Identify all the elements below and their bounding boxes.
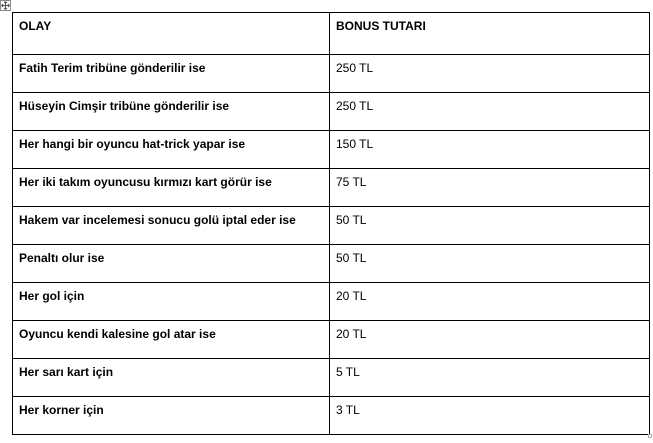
event-cell[interactable]: Her gol için xyxy=(13,283,330,321)
amount-cell[interactable]: 20 TL xyxy=(330,321,650,359)
amount-cell[interactable]: 5 TL xyxy=(330,359,650,397)
table-resize-icon[interactable] xyxy=(648,434,652,438)
table-row xyxy=(13,131,650,169)
amount-cell[interactable]: 50 TL xyxy=(330,207,650,245)
table-row xyxy=(13,207,650,245)
header-event[interactable]: OLAY xyxy=(13,13,330,55)
event-cell[interactable]: Penaltı olur ise xyxy=(13,245,330,283)
table-row xyxy=(13,55,650,93)
table-row xyxy=(13,283,650,321)
event-cell[interactable]: Oyuncu kendi kalesine gol atar ise xyxy=(13,321,330,359)
amount-cell[interactable]: 50 TL xyxy=(330,245,650,283)
table-row xyxy=(13,397,650,435)
event-cell[interactable]: Her iki takım oyuncusu kırmızı kart görür ise xyxy=(13,169,330,207)
amount-cell[interactable]: 250 TL xyxy=(330,93,650,131)
header-amount[interactable]: BONUS TUTARI xyxy=(330,13,650,55)
amount-cell[interactable]: 150 TL xyxy=(330,131,650,169)
table-move-icon[interactable] xyxy=(0,0,11,11)
amount-cell[interactable]: 20 TL xyxy=(330,283,650,321)
table-row xyxy=(13,245,650,283)
bonus-table xyxy=(12,12,650,435)
event-cell[interactable]: Fatih Terim tribüne gönderilir ise xyxy=(13,55,330,93)
table-row xyxy=(13,359,650,397)
amount-cell[interactable]: 250 TL xyxy=(330,55,650,93)
table-header-row xyxy=(13,13,650,55)
event-cell[interactable]: Hakem var incelemesi sonucu golü iptal eder ise xyxy=(13,207,330,245)
table-row xyxy=(13,321,650,359)
amount-cell[interactable]: 75 TL xyxy=(330,169,650,207)
table-row xyxy=(13,169,650,207)
event-cell[interactable]: Her hangi bir oyuncu hat-trick yapar ise xyxy=(13,131,330,169)
table-row xyxy=(13,93,650,131)
event-cell[interactable]: Her sarı kart için xyxy=(13,359,330,397)
amount-cell[interactable]: 3 TL xyxy=(330,397,650,435)
event-cell[interactable]: Her korner için xyxy=(13,397,330,435)
event-cell[interactable]: Hüseyin Cimşir tribüne gönderilir ise xyxy=(13,93,330,131)
